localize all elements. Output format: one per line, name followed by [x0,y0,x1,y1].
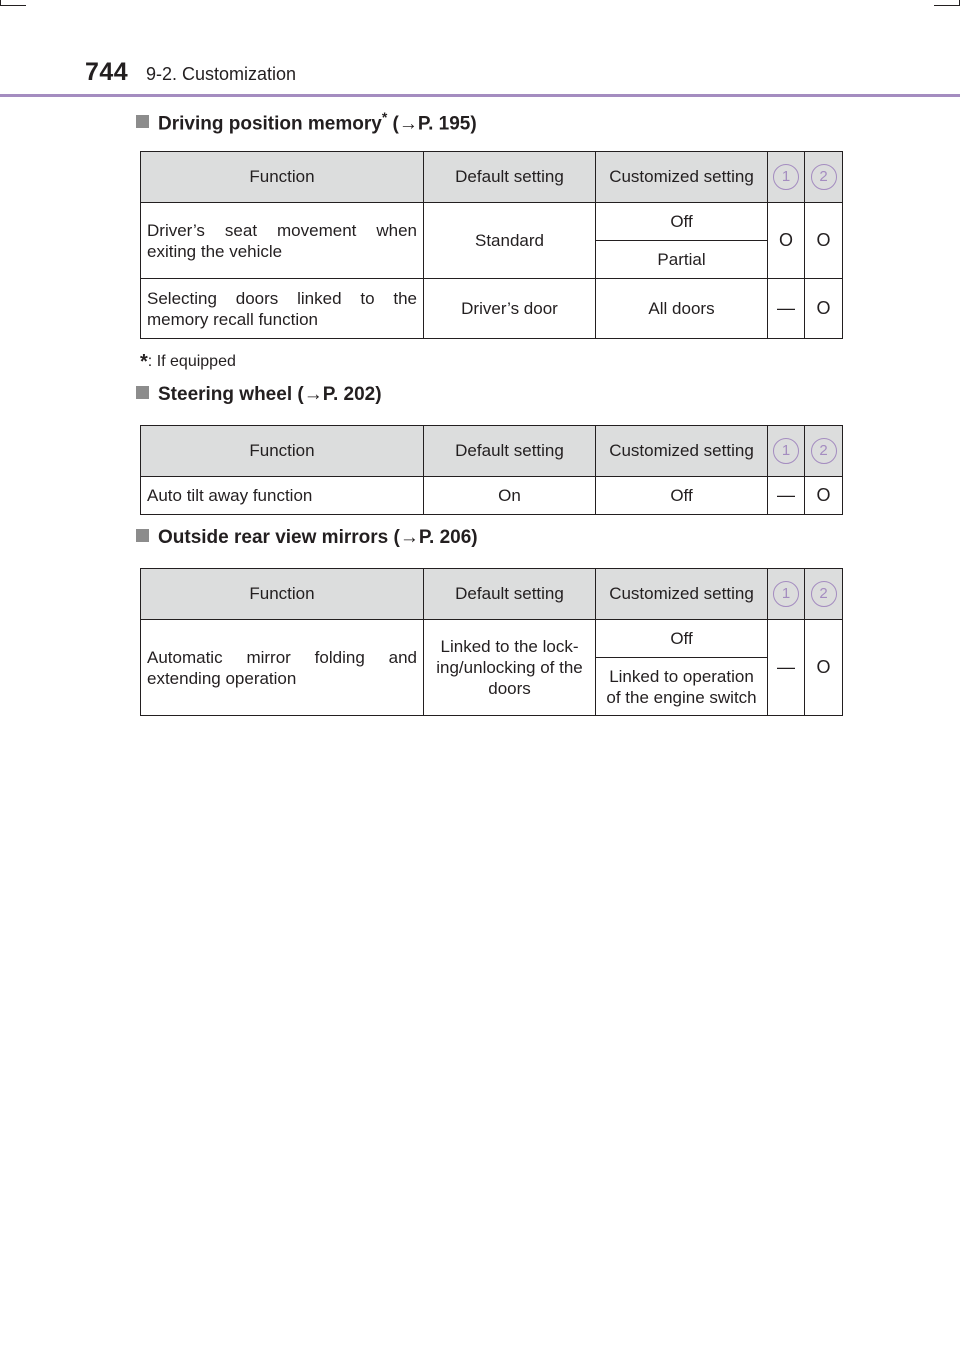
number-1-icon: 1 [773,438,799,464]
header-col-1 [768,426,805,477]
header-function: Function [141,152,424,203]
square-bullet-icon [136,386,149,399]
header-function: Function [141,569,424,620]
default-cell: Driver’s door [424,279,596,339]
header-default-setting: Default setting [424,426,596,477]
table-header-row [141,569,843,620]
function-cell: Automatic mirror folding and extending operation [141,620,424,716]
footnote-star: * [381,109,388,125]
chapter-title: 9-2. Customization [146,64,297,84]
number-2-icon: 2 [811,164,837,190]
table-row [141,203,843,241]
header-rule [0,94,960,97]
custom-cell: Off [596,620,768,658]
mark-cell-2: O [805,477,843,515]
function-cell: Auto tilt away function [141,477,424,515]
mark-cell-1: — [768,279,805,339]
square-bullet-icon [136,529,149,542]
number-2-icon: 2 [811,581,837,607]
page-reference[interactable]: (→P. 202) [297,384,382,405]
table-row [141,477,843,515]
header-default-setting: Default setting [424,152,596,203]
mark-cell-2: O [805,620,843,716]
footnote-star: * [140,351,148,373]
section-title-driving-position-memory: Driving position memory* (→P. 195) [136,109,477,135]
custom-cell: Partial [596,241,768,279]
header-customized-setting: Customized setting [596,152,768,203]
header-col-2 [805,569,843,620]
header-col-2 [805,426,843,477]
table-row [141,279,843,339]
custom-cell: Off [596,203,768,241]
mark-cell-1: — [768,620,805,716]
page-reference[interactable]: (→P. 206) [393,527,478,548]
number-1-icon: 1 [773,581,799,607]
mark-cell-1: O [768,203,805,279]
default-cell: On [424,477,596,515]
driving-position-memory-table [140,151,843,339]
header-function: Function [141,426,424,477]
footnote: *: If equipped [140,351,236,373]
header-col-1 [768,152,805,203]
header-col-1 [768,569,805,620]
table-header-row [141,426,843,477]
number-1-icon: 1 [773,164,799,190]
header-customized-setting: Customized setting [596,569,768,620]
function-cell: Selecting doors linked to the memory recall function [141,279,424,339]
function-cell: Driver’s seat movement when exiting the vehicle [141,203,424,279]
square-bullet-icon [136,115,149,128]
header-customized-setting: Customized setting [596,426,768,477]
custom-cell: Linked to operation of the engine switch [596,658,768,716]
steering-wheel-table [140,425,843,515]
header-default-setting: Default setting [424,569,596,620]
mark-cell-2: O [805,279,843,339]
header-col-2 [805,152,843,203]
page-number: 744 [85,58,129,86]
default-cell: Standard [424,203,596,279]
table-row [141,620,843,658]
outside-rear-view-mirrors-table [140,568,843,716]
section-title-steering-wheel: Steering wheel (→P. 202) [136,384,382,406]
page-header [0,0,960,100]
page-reference[interactable]: (→P. 195) [392,113,477,135]
mark-cell-1: — [768,477,805,515]
section-title-outside-rear-view-mirrors: Outside rear view mirrors (→P. 206) [136,527,478,549]
custom-cell: All doors [596,279,768,339]
table-header-row [141,152,843,203]
number-2-icon: 2 [811,438,837,464]
default-cell: Linked to the lock-ing/unlocking of the doors [424,620,596,716]
mark-cell-2: O [805,203,843,279]
custom-cell: Off [596,477,768,515]
